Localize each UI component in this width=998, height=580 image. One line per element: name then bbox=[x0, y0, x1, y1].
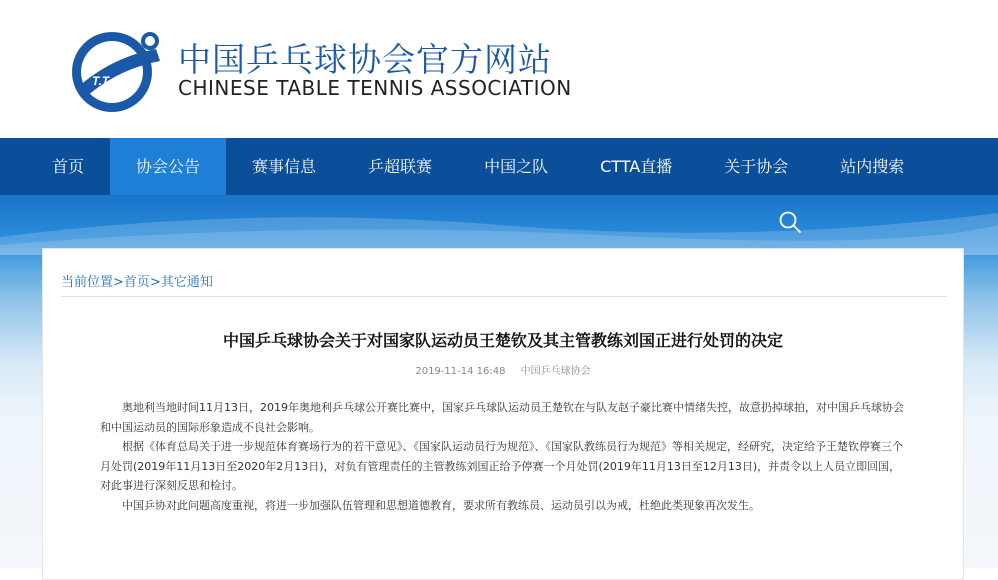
article-title: 中国乒乓球协会关于对国家队运动员王楚钦及其主管教练刘国正进行处罚的决定 bbox=[222, 331, 783, 350]
nav-item-about[interactable]: 关于协会 bbox=[724, 157, 789, 176]
main-nav bbox=[0, 138, 998, 195]
article-panel bbox=[42, 248, 964, 580]
breadcrumb-separator: > bbox=[149, 275, 161, 290]
breadcrumb-home-link[interactable]: 首页 bbox=[123, 275, 150, 290]
breadcrumb-section-link[interactable]: 其它通知 bbox=[160, 275, 213, 290]
article-body bbox=[100, 398, 905, 515]
nav-item-national-team[interactable]: 中国之队 bbox=[484, 157, 549, 176]
breadcrumb-label: 当前位置 bbox=[61, 275, 114, 290]
table-tennis-logo-icon[interactable] bbox=[68, 27, 163, 114]
article-paragraph: 奥地利当地时间11月13日，2019年奥地利乒乓球公开赛比赛中，国家乒乓球队运动员王楚钦在与队友赵子豪比赛中情绪失控，故意扔掉球拍，对中国乒乓球协会和中国运动员的国际形象造成不良社会影响。 bbox=[100, 401, 904, 434]
search-icon[interactable] bbox=[778, 210, 802, 234]
nav-item-super-league[interactable]: 乒超联赛 bbox=[368, 157, 433, 176]
divider bbox=[61, 296, 947, 297]
article-source: 中国乒乓球协会 bbox=[520, 366, 591, 377]
article-paragraph: 中国乒协对此问题高度重视，将进一步加强队伍管理和思想道德教育，要求所有教练员、运动员引以为戒，杜绝此类现象再次发生。 bbox=[122, 498, 760, 512]
svg-text:T.T.A: T.T.A bbox=[92, 74, 121, 88]
nav-item-ctta-live[interactable]: CTTA直播 bbox=[600, 157, 673, 176]
site-header bbox=[0, 0, 998, 138]
site-title: 中国乒乓球协会官方网站 bbox=[178, 40, 552, 79]
site-subtitle: CHINESE TABLE TENNIS ASSOCIATION bbox=[178, 76, 572, 100]
article-date: 2019-11-14 16:48 bbox=[415, 366, 506, 377]
nav-item-events[interactable]: 赛事信息 bbox=[252, 157, 317, 176]
breadcrumb bbox=[61, 271, 213, 290]
breadcrumb-separator: > bbox=[113, 275, 124, 290]
nav-item-site-search[interactable]: 站内搜索 bbox=[840, 157, 905, 176]
article-meta bbox=[43, 362, 963, 377]
nav-item-home[interactable]: 首页 bbox=[52, 157, 85, 176]
banner-wave bbox=[0, 195, 998, 255]
nav-item-announcements[interactable]: 协会公告 bbox=[110, 138, 226, 195]
article-paragraph: 根据《体育总局关于进一步规范体育赛场行为的若干意见》、《国家队运动员行为规范》、《国家队教练员行为规范》等相关规定，经研究，决定给予王楚钦停赛三个月处罚(2019年11月13日至2020年2月13日)，对负有管理责任的主管教练刘国正给予停赛一个月处罚(2019年11月13日至12月13日)，并责令以上人员立即回国，对此事进行深刻反思和检讨。 bbox=[100, 440, 903, 492]
